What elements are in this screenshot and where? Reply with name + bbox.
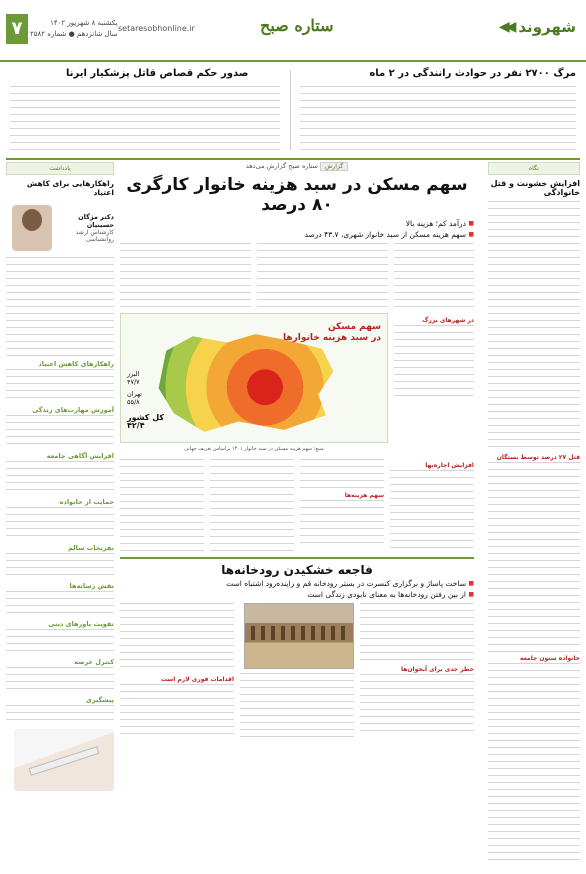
cigarette-photo [14, 729, 114, 791]
article-subhead: افزایش اجاره‌بها [425, 462, 474, 469]
top-right-body [300, 86, 576, 152]
article-body [257, 243, 388, 307]
article-body [120, 243, 251, 307]
section-divider [120, 557, 474, 559]
sidebar-subhead: قتل ۲۷ درصد توسط بستگان [496, 454, 580, 461]
article-body [240, 673, 354, 737]
column-body [6, 629, 114, 655]
top-right-headline: مرگ ۲۷۰۰ نفر در حوادث رانندگی در ۲ ماه [369, 68, 576, 79]
second-bullet: ■ ساخت پاساژ و برگزاری کنسرت در بستر رودخانه قم و زاینده‌رود اشتباه است [120, 579, 474, 588]
article-body [360, 674, 474, 734]
article-body [390, 470, 474, 550]
column-subhead: پیشگیری [85, 696, 114, 704]
map-stat [127, 370, 140, 386]
article-body [120, 684, 234, 734]
column-subhead: افزایش آگاهی جامعه [46, 452, 114, 460]
section-label [499, 18, 576, 36]
article-subhead: اقدامات فوری لازم است [160, 676, 234, 683]
stat-value: ۴۲/۴ [127, 421, 145, 430]
sidebar-caption: نگاه [488, 162, 580, 175]
column-body [6, 257, 114, 357]
article-tag: گزارش [320, 162, 348, 171]
headline-bullet: ■ سهم هزینه مسکن از سبد خانوار شهری، ۴۳.۷ درصد [120, 230, 474, 239]
column-subhead: کنترل عرضه [74, 658, 114, 666]
map-title [283, 322, 381, 344]
top-news-row [6, 64, 580, 156]
column-body [6, 369, 114, 403]
stat-value: ۴۷/۷ [127, 378, 140, 386]
article-subhead: در شهرهای بزرگ [422, 317, 474, 324]
second-headline: فاجعه خشکیدن رودخانه‌ها [221, 563, 373, 577]
right-sidebar [488, 162, 580, 862]
river-bridge-photo [244, 603, 354, 669]
top-left-body [10, 86, 280, 152]
article-body [394, 325, 474, 401]
column-body [6, 553, 114, 579]
column-body [6, 461, 114, 495]
main-headline: سهم مسکن در سبد هزینه خانوار کارگری ۸۰ درصد [126, 175, 468, 215]
headline-bullet: ■ درآمد کم؛ هزینه بالا [120, 219, 474, 228]
article-subhead: سهم هزینه‌ها [344, 492, 384, 499]
issue-meta [30, 18, 118, 40]
left-sidebar [6, 162, 114, 862]
article-body [360, 603, 474, 663]
section-title: شهروند [518, 18, 576, 36]
top-left-headline: صدور حکم قصاص قاتل پزشکیار ایرنا [66, 68, 249, 79]
map-stat [127, 390, 142, 406]
second-bullet: ■ از بین رفتن رودخانه‌ها به معنای نابودی زندگی است [120, 590, 474, 599]
column-subhead: راهکارهای کاهش اعتیاد [38, 360, 114, 368]
column-body [6, 667, 114, 693]
sidebar-body [488, 201, 580, 451]
main-article-area [120, 162, 474, 862]
stat-value: ۵۵/۸ [127, 398, 140, 406]
map-footnote: منبع: سهم هزینه مسکن در سبد خانوار ۱۴۰۱ براساس تعریف جهانی [184, 446, 324, 452]
article-body [300, 500, 384, 546]
column-body [6, 415, 114, 449]
column-body [6, 507, 114, 541]
author-name: دکتر مژگان حسینیان [78, 213, 114, 229]
kicker-text: ستاره صبح گزارش می‌دهد [245, 162, 318, 170]
author-role: کارشناس ارشد روانشناسی [75, 229, 114, 243]
top-divider [6, 158, 580, 160]
article-kicker [120, 162, 474, 171]
map-title-line: سهم مسکن [327, 322, 381, 332]
column-body [6, 591, 114, 617]
map-stat [127, 414, 164, 430]
issue-number: سال شانزدهم ● شماره ۲۵۸۲ [30, 30, 118, 38]
article-body [394, 243, 474, 313]
column-subhead: نقش رسانه‌ها [69, 582, 114, 590]
column-subhead: تفریحات سالم [68, 544, 114, 552]
sidebar-subhead: خانواده ستون جامعه [520, 655, 580, 662]
issue-date: یکشنبه ۸ شهریور ۱۴۰۲ [50, 19, 118, 27]
housing-share-map [120, 313, 388, 452]
column-subhead: آموزش مهارت‌های زندگی [32, 406, 114, 414]
column-caption: یادداشت [6, 162, 114, 175]
column-subhead: تقویت باورهای دینی [48, 620, 114, 628]
article-body [300, 459, 384, 489]
stat-label: تهران [127, 390, 142, 398]
column-title: راهکارهایی برای کاهش اعتیاد [26, 179, 114, 197]
page-number: ۷ [6, 14, 28, 44]
sidebar-title: افزایش خشونت و قتل خانوادگی [490, 179, 580, 197]
map-title-line: در سبد هزینه خانوارها [282, 333, 381, 343]
iran-province-map [151, 330, 341, 434]
stat-label: کل کشور [127, 413, 164, 422]
sidebar-body [488, 663, 580, 863]
article-body [120, 459, 204, 551]
page-header [0, 0, 586, 62]
article-body [120, 603, 234, 673]
author-avatar [12, 205, 52, 251]
article-subhead: خطر جدی برای آبخوان‌ها [401, 666, 474, 673]
newspaper-logo: ستاره صبح [260, 16, 334, 35]
article-body [210, 459, 294, 551]
stat-label: البرز [127, 370, 140, 378]
column-subhead: حمایت از خانواده [59, 498, 114, 506]
double-arrow-icon: ◀◀ [498, 19, 513, 35]
site-url[interactable]: setaresobhonline.ir [118, 24, 195, 33]
column-body [6, 705, 114, 725]
column-divider [290, 70, 291, 150]
sidebar-body [488, 462, 580, 652]
